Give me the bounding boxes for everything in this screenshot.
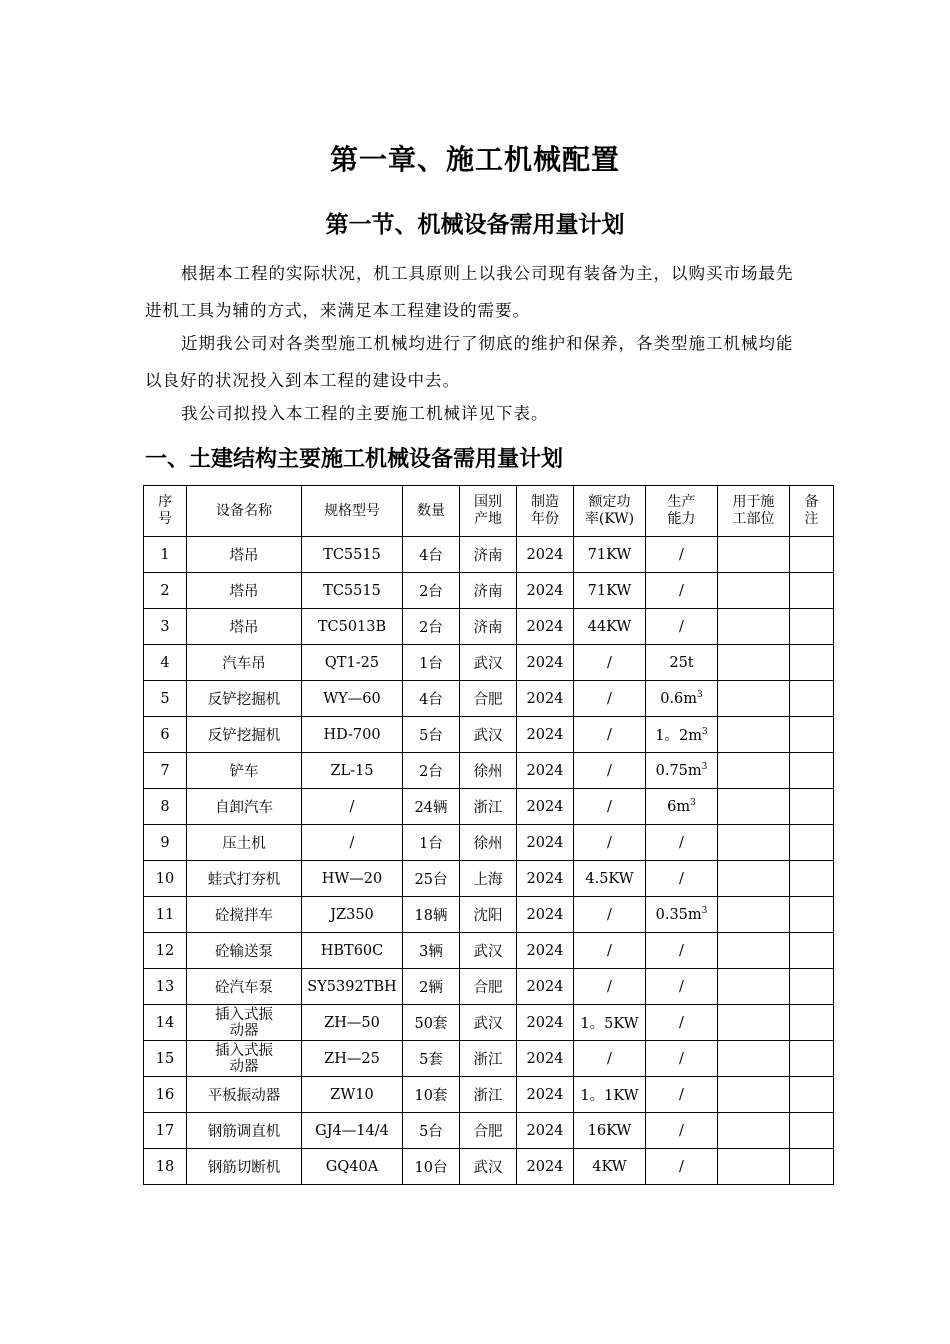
cell-model: ZW10: [302, 1077, 403, 1113]
cell-name: 铲车: [187, 753, 302, 789]
cell-no: 5: [144, 681, 187, 717]
cell-part: [718, 573, 790, 609]
header-part: 用于施工部位: [718, 486, 790, 537]
table-row: [144, 969, 834, 1005]
cell-name: 钢筋调直机: [187, 1113, 302, 1149]
cell-origin: 武汉: [460, 1149, 517, 1185]
cell-origin: 徐州: [460, 753, 517, 789]
cell-origin: 合肥: [460, 681, 517, 717]
cell-no: 7: [144, 753, 187, 789]
cell-qty: 24辆: [403, 789, 460, 825]
table-row: [144, 897, 834, 933]
cell-power: 1。5KW: [574, 1005, 646, 1041]
cell-qty: 5套: [403, 1041, 460, 1077]
paragraph-table-reference: 我公司拟投入本工程的主要施工机械详见下表。: [181, 404, 549, 423]
cell-note: [790, 789, 834, 825]
cell-name: 汽车吊: [187, 645, 302, 681]
cell-part: [718, 645, 790, 681]
capacity-value: /: [679, 942, 684, 959]
cell-power: 1。1KW: [574, 1077, 646, 1113]
cell-no: 18: [144, 1149, 187, 1185]
table-row: [144, 1005, 834, 1041]
section-title: 第一节、机械设备需用量计划: [325, 211, 625, 238]
paragraph-maintenance: 近期我公司对各类型施工机械均进行了彻底的维护和保养，各类型施工机械均能以良好的状况投入到本工程的建设中去。: [145, 334, 794, 390]
cell-capacity: [646, 933, 718, 969]
cell-part: [718, 1113, 790, 1149]
cell-qty: 50套: [403, 1005, 460, 1041]
cell-qty: 4台: [403, 681, 460, 717]
cell-qty: 5台: [403, 717, 460, 753]
paragraph-intro: 根据本工程的实际状况，机工具原则上以我公司现有装备为主，以购买市场最先进机工具为辅的方式，来满足本工程建设的需要。: [145, 264, 794, 320]
cell-part: [718, 897, 790, 933]
cell-origin: 上海: [460, 861, 517, 897]
cell-part: [718, 1149, 790, 1185]
capacity-value: /: [679, 870, 684, 887]
capacity-unit-exponent: 3: [697, 690, 703, 701]
cell-name: 反铲挖掘机: [187, 681, 302, 717]
cell-origin: 徐州: [460, 825, 517, 861]
cell-no: 1: [144, 537, 187, 573]
capacity-value: /: [679, 1158, 684, 1175]
cell-name: 反铲挖掘机: [187, 717, 302, 753]
capacity-value: /: [679, 1122, 684, 1139]
table-row: [144, 1041, 834, 1077]
cell-qty: 10套: [403, 1077, 460, 1113]
cell-name: 插入式振动器: [187, 1005, 302, 1041]
cell-no: 11: [144, 897, 187, 933]
table-row: [144, 1113, 834, 1149]
cell-name: 砼输送泵: [187, 933, 302, 969]
cell-no: 13: [144, 969, 187, 1005]
cell-year: 2024: [517, 681, 574, 717]
cell-model: HBT60C: [302, 933, 403, 969]
table-row: [144, 717, 834, 753]
cell-year: 2024: [517, 1077, 574, 1113]
capacity-value: 0.6m: [660, 690, 698, 707]
cell-no: 2: [144, 573, 187, 609]
cell-part: [718, 1041, 790, 1077]
cell-note: [790, 1077, 834, 1113]
cell-origin: 合肥: [460, 1113, 517, 1149]
cell-model: /: [302, 825, 403, 861]
cell-power: 4.5KW: [574, 861, 646, 897]
cell-model: HW—20: [302, 861, 403, 897]
cell-no: 17: [144, 1113, 187, 1149]
cell-origin: 合肥: [460, 969, 517, 1005]
cell-year: 2024: [517, 645, 574, 681]
table-row: [144, 537, 834, 573]
capacity-value: 0.75m: [655, 762, 702, 779]
header-name: 设备名称: [187, 486, 302, 537]
cell-capacity: [646, 537, 718, 573]
cell-year: 2024: [517, 609, 574, 645]
cell-qty: 3辆: [403, 933, 460, 969]
cell-no: 9: [144, 825, 187, 861]
cell-no: 10: [144, 861, 187, 897]
capacity-unit-exponent: 3: [701, 762, 708, 773]
table-row: [144, 753, 834, 789]
cell-origin: 浙江: [460, 789, 517, 825]
cell-note: [790, 969, 834, 1005]
cell-capacity: [646, 681, 718, 717]
cell-year: 2024: [517, 861, 574, 897]
cell-power: /: [574, 825, 646, 861]
cell-capacity: [646, 645, 718, 681]
cell-note: [790, 681, 834, 717]
cell-origin: 浙江: [460, 1077, 517, 1113]
cell-power: 4KW: [574, 1149, 646, 1185]
cell-year: 2024: [517, 825, 574, 861]
cell-name: 钢筋切断机: [187, 1149, 302, 1185]
cell-capacity: [646, 1005, 718, 1041]
cell-note: [790, 645, 834, 681]
cell-model: TC5515: [302, 537, 403, 573]
cell-year: 2024: [517, 753, 574, 789]
cell-name: 塔吊: [187, 573, 302, 609]
capacity-value: /: [679, 1014, 684, 1031]
table-row: [144, 681, 834, 717]
cell-qty: 2台: [403, 573, 460, 609]
table-row: [144, 825, 834, 861]
header-qty: 数量: [403, 486, 460, 537]
cell-capacity: [646, 753, 718, 789]
cell-qty: 5台: [403, 1113, 460, 1149]
cell-model: HD-700: [302, 717, 403, 753]
cell-model: WY—60: [302, 681, 403, 717]
cell-capacity: [646, 1149, 718, 1185]
cell-year: 2024: [517, 1113, 574, 1149]
cell-qty: 18辆: [403, 897, 460, 933]
capacity-value: 25t: [669, 654, 694, 671]
capacity-value: /: [679, 546, 684, 563]
cell-model: ZH—25: [302, 1041, 403, 1077]
cell-origin: 浙江: [460, 1041, 517, 1077]
cell-part: [718, 825, 790, 861]
cell-model: /: [302, 789, 403, 825]
cell-capacity: [646, 1077, 718, 1113]
header-year: 制造年份: [517, 486, 574, 537]
cell-power: 71KW: [574, 537, 646, 573]
capacity-unit-exponent: 3: [701, 906, 708, 917]
cell-power: /: [574, 645, 646, 681]
cell-capacity: [646, 1041, 718, 1077]
cell-power: 71KW: [574, 573, 646, 609]
table-row: [144, 645, 834, 681]
cell-note: [790, 537, 834, 573]
cell-power: /: [574, 897, 646, 933]
cell-part: [718, 789, 790, 825]
header-no: 序号: [144, 486, 187, 537]
capacity-value: 1。2m: [655, 728, 702, 744]
cell-capacity: [646, 1113, 718, 1149]
cell-power: /: [574, 789, 646, 825]
cell-origin: 沈阳: [460, 897, 517, 933]
cell-name: 压土机: [187, 825, 302, 861]
cell-origin: 武汉: [460, 933, 517, 969]
cell-year: 2024: [517, 897, 574, 933]
cell-capacity: [646, 573, 718, 609]
cell-year: 2024: [517, 969, 574, 1005]
cell-note: [790, 933, 834, 969]
table-row: [144, 609, 834, 645]
cell-model: QT1-25: [302, 645, 403, 681]
cell-note: [790, 1041, 834, 1077]
table-row: [144, 861, 834, 897]
cell-qty: 2辆: [403, 969, 460, 1005]
capacity-value: /: [679, 1050, 684, 1067]
cell-power: 44KW: [574, 609, 646, 645]
cell-no: 14: [144, 1005, 187, 1041]
cell-power: /: [574, 933, 646, 969]
cell-qty: 10台: [403, 1149, 460, 1185]
cell-name: 插入式振动器: [187, 1041, 302, 1077]
header-origin: 国别产地: [460, 486, 517, 537]
cell-qty: 1台: [403, 825, 460, 861]
cell-model: TC5013B: [302, 609, 403, 645]
cell-model: JZ350: [302, 897, 403, 933]
header-capacity: 生产能力: [646, 486, 718, 537]
capacity-value: /: [679, 618, 684, 635]
cell-note: [790, 825, 834, 861]
capacity-value: /: [679, 834, 684, 851]
equipment-table-body: [144, 537, 834, 1185]
cell-name: 塔吊: [187, 537, 302, 573]
cell-model: SY5392TBH: [302, 969, 403, 1005]
cell-qty: 4台: [403, 537, 460, 573]
cell-origin: 济南: [460, 609, 517, 645]
cell-part: [718, 537, 790, 573]
cell-origin: 济南: [460, 537, 517, 573]
cell-part: [718, 1077, 790, 1113]
cell-origin: 武汉: [460, 645, 517, 681]
cell-capacity: [646, 717, 718, 753]
cell-part: [718, 969, 790, 1005]
equipment-table: [143, 485, 834, 1185]
cell-year: 2024: [517, 1041, 574, 1077]
cell-year: 2024: [517, 717, 574, 753]
cell-no: 3: [144, 609, 187, 645]
cell-note: [790, 573, 834, 609]
cell-name: 塔吊: [187, 609, 302, 645]
cell-part: [718, 1005, 790, 1041]
header-model: 规格型号: [302, 486, 403, 537]
cell-model: GJ4—14/4: [302, 1113, 403, 1149]
cell-no: 6: [144, 717, 187, 753]
capacity-unit-exponent: 3: [690, 798, 696, 809]
cell-model: ZH—50: [302, 1005, 403, 1041]
chapter-title: 第一章、施工机械配置: [329, 143, 620, 176]
cell-note: [790, 861, 834, 897]
cell-year: 2024: [517, 789, 574, 825]
cell-qty: 1台: [403, 645, 460, 681]
cell-origin: 武汉: [460, 1005, 517, 1041]
cell-name: 砼汽车泵: [187, 969, 302, 1005]
cell-power: 16KW: [574, 1113, 646, 1149]
cell-origin: 武汉: [460, 717, 517, 753]
cell-model: ZL-15: [302, 753, 403, 789]
capacity-value: /: [679, 1086, 684, 1103]
cell-capacity: [646, 609, 718, 645]
header-note: 备注: [790, 486, 834, 537]
cell-note: [790, 1005, 834, 1041]
cell-no: 15: [144, 1041, 187, 1077]
cell-power: /: [574, 681, 646, 717]
cell-name: 平板振动器: [187, 1077, 302, 1113]
cell-capacity: [646, 825, 718, 861]
capacity-value: 6m: [667, 798, 691, 815]
cell-year: 2024: [517, 573, 574, 609]
cell-name: 自卸汽车: [187, 789, 302, 825]
cell-part: [718, 861, 790, 897]
cell-part: [718, 717, 790, 753]
table-row: [144, 1077, 834, 1113]
cell-note: [790, 609, 834, 645]
cell-no: 16: [144, 1077, 187, 1113]
capacity-value: /: [679, 978, 684, 995]
table-header-row: [144, 486, 834, 537]
capacity-unit-exponent: 3: [701, 727, 708, 738]
cell-qty: 2台: [403, 753, 460, 789]
cell-origin: 济南: [460, 573, 517, 609]
cell-power: /: [574, 969, 646, 1005]
cell-capacity: [646, 897, 718, 933]
cell-no: 8: [144, 789, 187, 825]
cell-note: [790, 1113, 834, 1149]
cell-name: 砼搅拌车: [187, 897, 302, 933]
cell-year: 2024: [517, 1005, 574, 1041]
cell-capacity: [646, 861, 718, 897]
cell-note: [790, 1149, 834, 1185]
cell-no: 12: [144, 933, 187, 969]
cell-year: 2024: [517, 1149, 574, 1185]
table-row: [144, 789, 834, 825]
cell-model: TC5515: [302, 573, 403, 609]
cell-note: [790, 753, 834, 789]
cell-part: [718, 933, 790, 969]
header-power: 额定功率(KW): [574, 486, 646, 537]
cell-note: [790, 897, 834, 933]
cell-capacity: [646, 969, 718, 1005]
cell-power: /: [574, 753, 646, 789]
cell-year: 2024: [517, 933, 574, 969]
cell-model: GQ40A: [302, 1149, 403, 1185]
subsection-title: 一、土建结构主要施工机械设备需用量计划: [145, 446, 564, 472]
table-row: [144, 573, 834, 609]
cell-name: 蛙式打夯机: [187, 861, 302, 897]
table-row: [144, 933, 834, 969]
cell-part: [718, 609, 790, 645]
cell-qty: 25台: [403, 861, 460, 897]
cell-power: /: [574, 1041, 646, 1077]
cell-part: [718, 753, 790, 789]
cell-capacity: [646, 789, 718, 825]
table-row: [144, 1149, 834, 1185]
cell-year: 2024: [517, 537, 574, 573]
cell-power: /: [574, 717, 646, 753]
cell-no: 4: [144, 645, 187, 681]
cell-note: [790, 717, 834, 753]
capacity-value: 0.35m: [655, 906, 702, 923]
capacity-value: /: [679, 582, 684, 599]
cell-part: [718, 681, 790, 717]
cell-qty: 2台: [403, 609, 460, 645]
